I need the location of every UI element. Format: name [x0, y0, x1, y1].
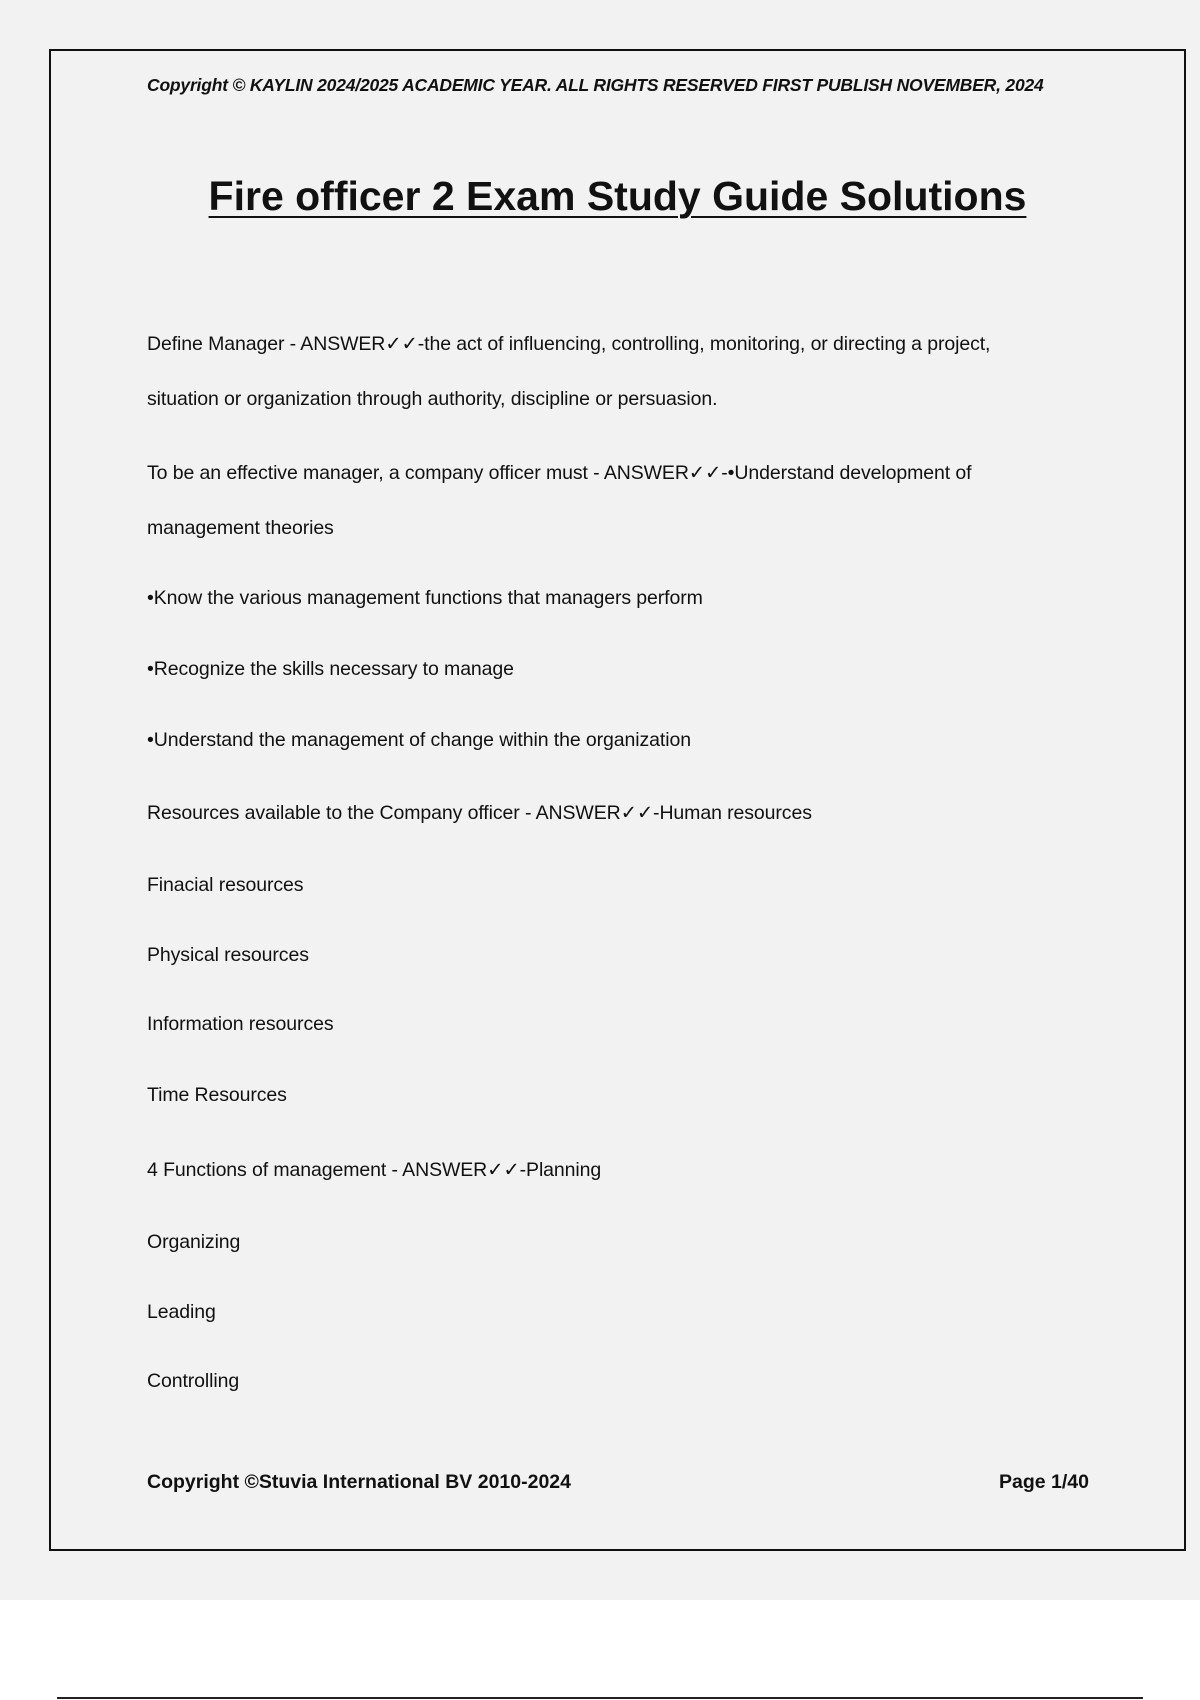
document-page [49, 49, 1186, 1551]
body-line: Finacial resources [147, 874, 304, 896]
body-line: •Recognize the skills necessary to manage [147, 658, 514, 680]
page-number: Page 1/40 [999, 1471, 1089, 1493]
body-line: Information resources [147, 1013, 334, 1035]
body-line: Organizing [147, 1231, 241, 1253]
body-line: Define Manager - ANSWER✓✓-the act of influencing, controlling, monitoring, or directing a project, [147, 333, 991, 355]
body-line: To be an effective manager, a company officer must - ANSWER✓✓-•Understand development of [147, 462, 972, 484]
body-line: •Understand the management of change within the organization [147, 729, 691, 751]
body-line: Resources available to the Company officer - ANSWER✓✓-Human resources [147, 802, 812, 824]
body-line: Physical resources [147, 944, 309, 966]
body-line: management theories [147, 517, 334, 539]
document-title-text: Fire officer 2 Exam Study Guide Solutions [208, 173, 1027, 219]
body-line: situation or organization through authority, discipline or persuasion. [147, 388, 718, 410]
body-line: Controlling [147, 1370, 240, 1392]
body-line: 4 Functions of management - ANSWER✓✓-Planning [147, 1159, 602, 1181]
footer-copyright: Copyright ©Stuvia International BV 2010-2024 [147, 1471, 571, 1493]
header-copyright: Copyright © KAYLIN 2024/2025 ACADEMIC YEAR. ALL RIGHTS RESERVED FIRST PUBLISH NOVEMBER, 2024 [147, 75, 1044, 95]
next-page-divider [57, 1697, 1143, 1699]
document-title [51, 173, 1184, 220]
body-line: Leading [147, 1301, 216, 1323]
body-line: Time Resources [147, 1084, 287, 1106]
body-line: •Know the various management functions that managers perform [147, 587, 703, 609]
